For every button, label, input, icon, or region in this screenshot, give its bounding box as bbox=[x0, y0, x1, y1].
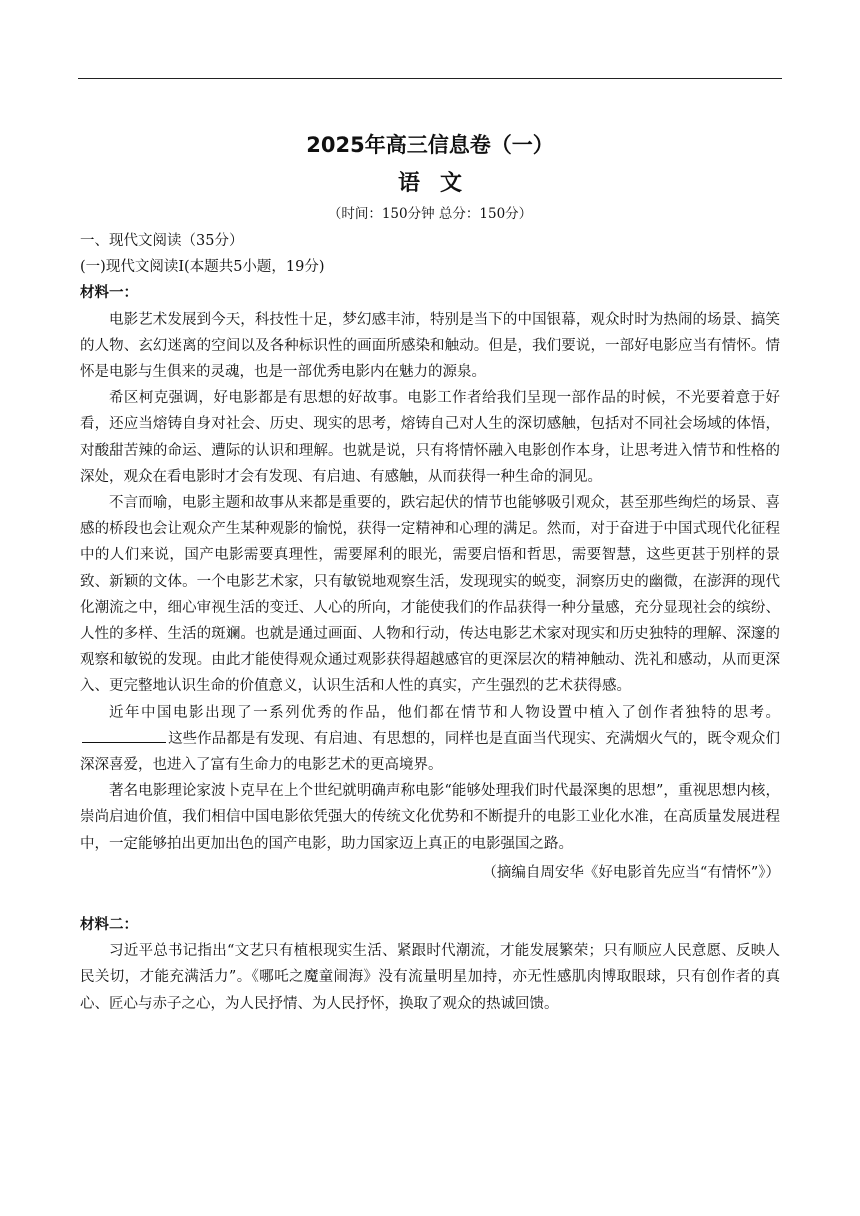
subject-title: 语文 bbox=[397, 171, 482, 196]
section-title: 一、现代文阅读（35分） bbox=[80, 233, 244, 249]
material1-source: （摘编自周安华《好电影首先应当“有情怀”》） bbox=[482, 864, 780, 881]
material1-paragraph-4-after: 这些作品都是有发现、有启迪、有思想的，同样也是直面当代现实、充满烟火气的，既令观众们深深喜爱，也进入了富有生命力的电影艺术的更高境界。 bbox=[80, 730, 780, 774]
material1-label: 材料一： bbox=[80, 285, 138, 302]
material1-paragraph-5: 著名电影理论家波卜克早在上个世纪就明确声称电影“能够处理我们时代最深奥的思想”，重视思想内核，崇尚启迪价值，我们相信中国电影依凭强大的传统文化优势和不断提升的电影工业化水准，在高质量发展进程中，一定能够拍出更加出色的国产电影，助力国家迈上真正的电影强国之路。 bbox=[80, 783, 780, 852]
material2-label: 材料二： bbox=[80, 917, 138, 934]
material1-paragraph-4-before: 近年中国电影出现了一系列优秀的作品，他们都在情节和人物设置中植入了创作者独特的思考。 bbox=[109, 704, 780, 721]
material1-paragraph-4 bbox=[80, 700, 780, 779]
top-rule bbox=[78, 78, 782, 79]
exam-title: 2025年高三信息卷（一） bbox=[306, 133, 554, 157]
material1-paragraph-3: 不言而喻，电影主题和故事从来都是重要的，跌宕起伏的情节也能够吸引观众，甚至那些绚烂的场景、喜感的桥段也会让观众产生某种观影的愉悦，获得一定精神和心理的满足。然而，对于奋进于中国式现代化征程中的人们来说，国产电影需要真理性，需要犀利的眼光，需要启悟和哲思，需要智慧，这些更甚于别样的景致、新颖的文体。一个电影艺术家，只有敏锐地观察生活，发现现实的蜕变，洞察历史的幽微，在澎湃的现代化潮流之中，细心审视生活的变迁、人心的所向，才能使我们的作品获得一种分量感，充分显现社会的缤纷、人性的多样、生活的斑斓。也就是通过画面、人物和行动，传达电影艺术家对现实和历史独特的理解、深邃的观察和敏锐的发现。由此才能使得观众通过观影获得超越感官的更深层次的精神触动、洗礼和感动，从而更深入、更完整地认识生命的价值意义，认识生活和人性的真实，产生强烈的艺术获得感。 bbox=[80, 495, 780, 695]
time-info: （时间：150分钟 总分：150分） bbox=[327, 206, 533, 222]
fill-in-blank[interactable] bbox=[82, 730, 166, 743]
section-gap bbox=[80, 886, 780, 912]
exam-content bbox=[80, 228, 780, 1017]
material2-paragraph-1: 习近平总书记指出“文艺只有植根现实生活、紧跟时代潮流，才能发展繁荣；只有顺应人民意愿、反映人民关切，才能充满活力”。《哪吒之魔童闹海》没有流量明星加持，亦无性感肌肉博取眼球，只有创作者的真心、匠心与赤子之心，为人民抒情、为人民抒怀，换取了观众的热诚回馈。 bbox=[80, 943, 780, 1012]
material1-paragraph-1: 电影艺术发展到今天，科技性十足，梦幻感丰沛，特别是当下的中国银幕，观众时时为热闹的场景、搞笑的人物、玄幻迷离的空间以及各种标识性的画面所感染和触动。但是，我们要说，一部好电影应当有情怀。情怀是电影与生俱来的灵魂，也是一部优秀电影内在魅力的源泉。 bbox=[80, 311, 780, 381]
material1-paragraph-2: 希区柯克强调，好电影都是有思想的好故事。电影工作者给我们呈现一部作品的时候，不光要着意于好看，还应当熔铸自身对社会、历史、现实的思考，熔铸自己对人生的深切感触，包括对不同社会场域的体悟，对酸甜苦辣的命运、遭际的认识和理解。也就是说，只有将情怀融入电影创作本身，让思考进入情节和性格的深处，观众在看电影时才会有发现、有启迪、有感触，从而获得一种生命的洞见。 bbox=[80, 390, 780, 485]
section-sub-title: (一)现代文阅读Ⅰ(本题共5小题，19分) bbox=[80, 259, 325, 276]
